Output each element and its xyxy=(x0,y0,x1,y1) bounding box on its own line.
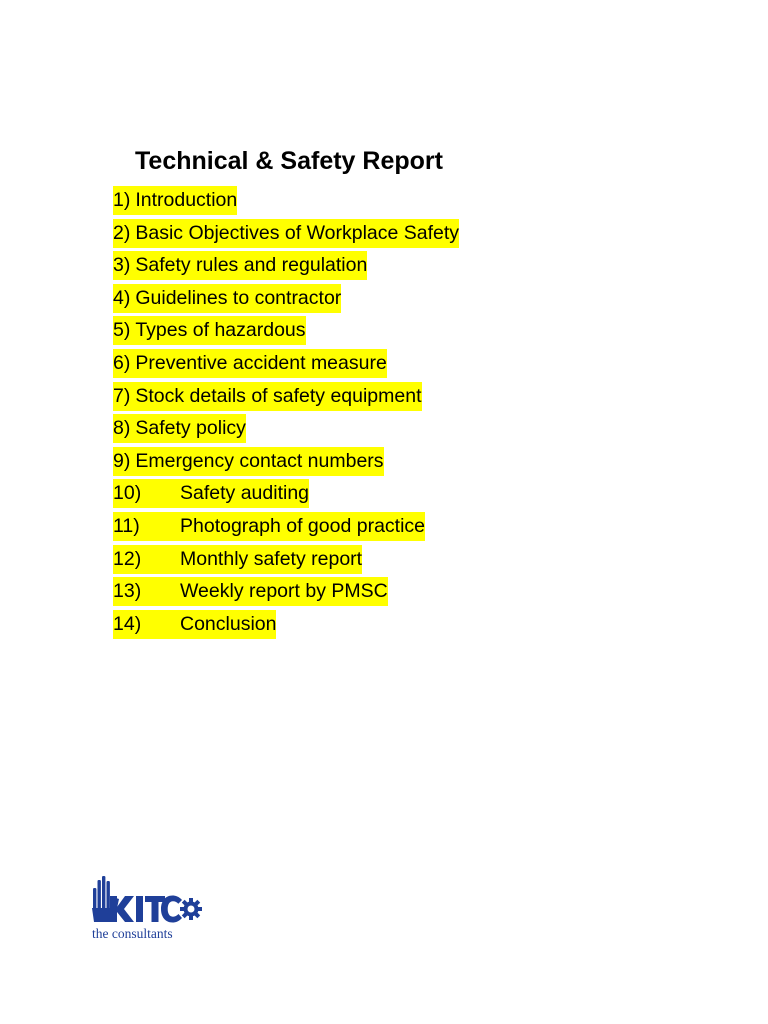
toc-item-number: 7) xyxy=(113,382,135,411)
toc-item xyxy=(113,382,459,415)
toc-item-number: 3) xyxy=(113,251,135,280)
toc-item-number: 5) xyxy=(113,316,135,345)
logo-tagline: the consultants xyxy=(92,926,173,941)
toc-item xyxy=(113,349,459,382)
table-of-contents xyxy=(113,186,459,642)
toc-item xyxy=(113,414,459,447)
toc-item-number: 2) xyxy=(113,219,135,248)
toc-item xyxy=(113,284,459,317)
toc-item-text: Emergency contact numbers xyxy=(135,447,383,476)
toc-item-text: Safety auditing xyxy=(180,479,309,508)
toc-item xyxy=(113,545,459,578)
toc-item xyxy=(113,316,459,349)
toc-item-number: 8) xyxy=(113,414,135,443)
toc-item-number: 1) xyxy=(113,186,135,215)
toc-item xyxy=(113,512,459,545)
toc-item-text: Preventive accident measure xyxy=(135,349,386,378)
page-title: Technical & Safety Report xyxy=(135,147,443,175)
toc-item-text: Safety policy xyxy=(135,414,246,443)
toc-item-text: Stock details of safety equipment xyxy=(135,382,421,411)
toc-item-number: 14) xyxy=(113,610,180,639)
toc-item-text: Introduction xyxy=(135,186,237,215)
toc-item-text: Weekly report by PMSC xyxy=(180,577,388,606)
toc-item-number: 12) xyxy=(113,545,180,574)
toc-item-text: Types of hazardous xyxy=(135,316,305,345)
company-logo xyxy=(90,874,202,946)
toc-item xyxy=(113,251,459,284)
toc-item-number: 10) xyxy=(113,479,180,508)
toc-item-number: 6) xyxy=(113,349,135,378)
toc-item-text: Monthly safety report xyxy=(180,545,362,574)
toc-item-text: Safety rules and regulation xyxy=(135,251,367,280)
toc-item-text: Conclusion xyxy=(180,610,276,639)
toc-item-number: 4) xyxy=(113,284,135,313)
toc-item xyxy=(113,186,459,219)
toc-item xyxy=(113,577,459,610)
toc-item-number: 9) xyxy=(113,447,135,476)
toc-item xyxy=(113,219,459,252)
toc-item xyxy=(113,479,459,512)
toc-item-number: 13) xyxy=(113,577,180,606)
toc-item xyxy=(113,610,459,643)
hand-gear-logo-icon xyxy=(90,874,202,928)
toc-item-text: Basic Objectives of Workplace Safety xyxy=(135,219,459,248)
toc-item-text: Guidelines to contractor xyxy=(135,284,341,313)
toc-item-text: Photograph of good practice xyxy=(180,512,425,541)
toc-item-number: 11) xyxy=(113,512,180,541)
toc-item xyxy=(113,447,459,480)
